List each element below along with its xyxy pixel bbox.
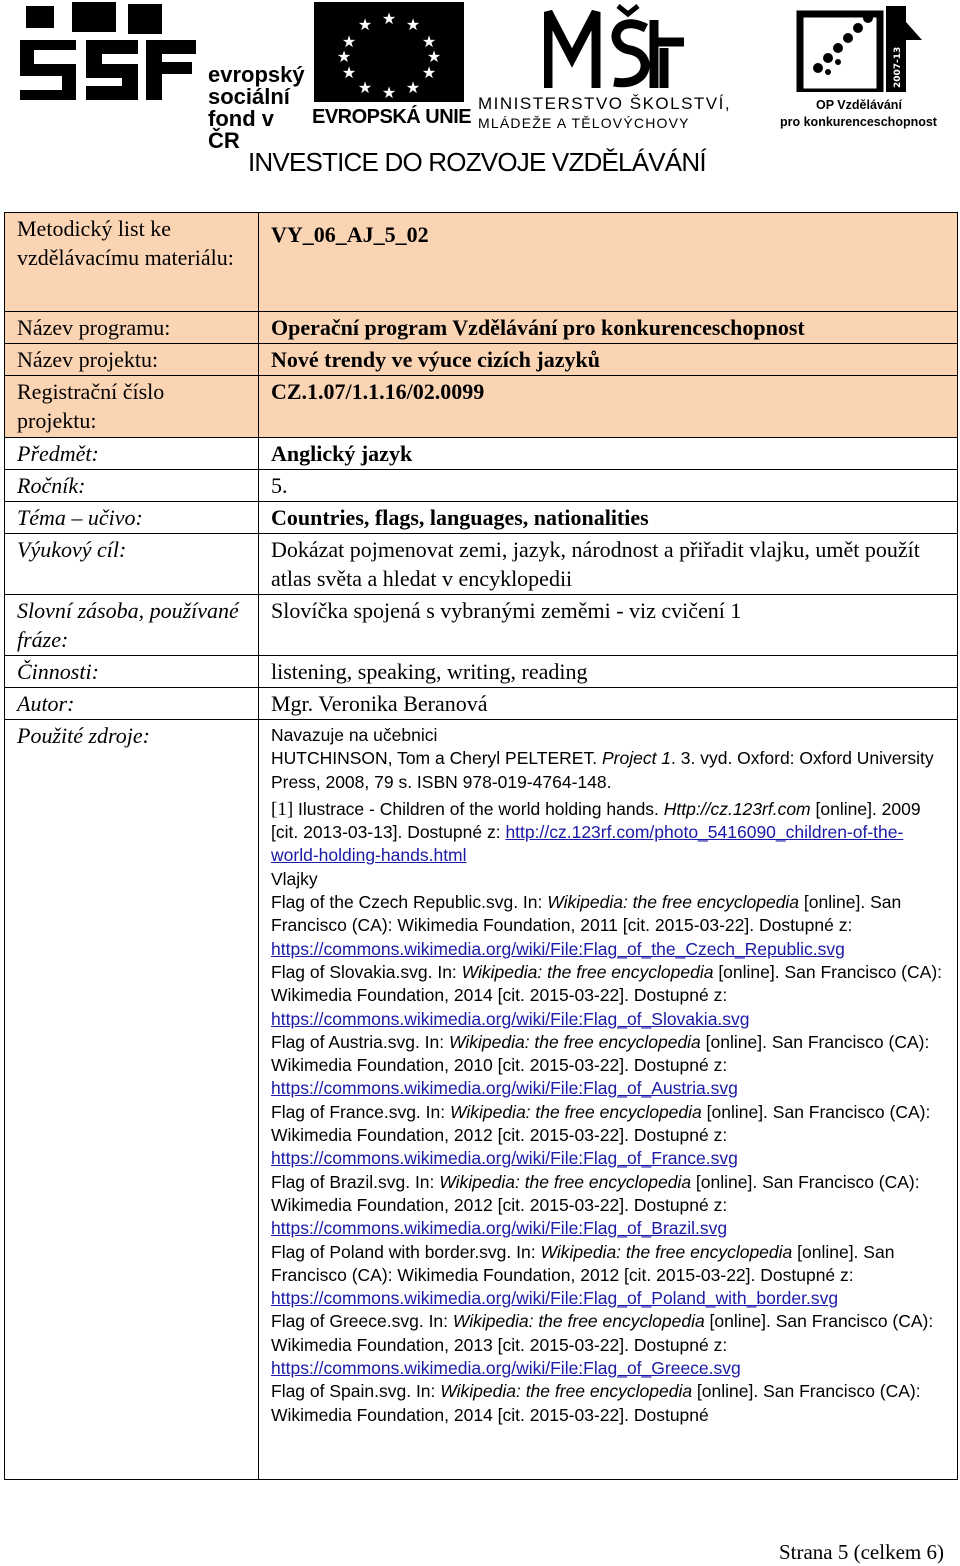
source-flag-brazil: Flag of Brazil.svg. In: Wikipedia: the free encyclopedia [online]. San Francisco (CA): Wikimedia Foundation, 2012 [cit. 2015-03-22]. Dostupné z: https://commons.wikimedia.org/wiki/File:Flag_of_Brazil.svg xyxy=(271,1171,920,1239)
value-tema: Countries, flags, languages, nationalities xyxy=(259,502,958,534)
flag-czech-link[interactable]: https://commons.wikimedia.org/wiki/File:Flag_of_the_Czech_Republic.svg xyxy=(271,938,845,959)
svg-text:2007-13: 2007-13 xyxy=(893,46,903,88)
source-flag-austria: Flag of Austria.svg. In: Wikipedia: the free encyclopedia [online]. San Francisco (CA): Wikimedia Foundation, 2010 [cit. 2015-03-22]. Dostupné z: https://commons.wikimedia.org/wiki/File:Flag_of_Austria.svg xyxy=(271,1031,930,1099)
value-vyukovy-cil: Dokázat pojmenovat zemi, jazyk, národnost a přiřadit vlajku, umět použít atlas světa a hledat v encyklopedii xyxy=(259,534,958,595)
flag-slovakia-link[interactable]: https://commons.wikimedia.org/wiki/File:Flag_of_Slovakia.svg xyxy=(271,1008,750,1029)
row-tema xyxy=(5,502,958,534)
investice-heading: INVESTICE DO ROZVOJE VZDĚLÁVÁNÍ xyxy=(248,147,706,177)
op-logo xyxy=(780,2,955,132)
flag-france-link[interactable]: https://commons.wikimedia.org/wiki/File:Flag_of_France.svg xyxy=(271,1148,738,1169)
op-line-2: pro konkurenceschopnost xyxy=(780,115,937,129)
value-metodicky-list: VY_06_AJ_5_02 xyxy=(259,213,958,312)
row-cinnosti xyxy=(5,656,958,688)
svg-text:★: ★ xyxy=(357,15,373,34)
source-flag-poland: Flag of Poland with border.svg. In: Wikipedia: the free encyclopedia [online]. San Francisco (CA): Wikimedia Foundation, 2012 [cit. 2015-03-22]. Dostupné z: https://commons.wikimedia.org/wiki/File:Flag_of_Poland_with_border.svg xyxy=(271,1241,895,1309)
flag-austria-link[interactable]: https://commons.wikimedia.org/wiki/File:Flag_of_Austria.svg xyxy=(271,1078,738,1099)
source-illustration: [1] Ilustrace - Children of the world holding hands. Http://cz.123rf.com [online]. 2009 [cit. 2013-03-13]. Dostupné z: http://cz.123rf.com/photo_5416090_children-of-the-world-holding-hands.html xyxy=(271,798,921,866)
sources-vlajky: Vlajky xyxy=(271,868,318,889)
eu-label: EVROPSKÁ UNIE xyxy=(312,106,472,128)
svg-text:★: ★ xyxy=(426,47,442,66)
row-predmet xyxy=(5,438,958,470)
ill-link[interactable]: http://cz.123rf.com/photo_5416090_children-of-the-world-holding-hands.html xyxy=(271,822,904,866)
esf-mark-icon xyxy=(12,2,202,130)
svg-text:★: ★ xyxy=(381,83,397,102)
svg-text:★: ★ xyxy=(357,78,373,97)
svg-text:★: ★ xyxy=(421,63,437,82)
flag-brazil-link[interactable]: https://commons.wikimedia.org/wiki/File:Flag_of_Brazil.svg xyxy=(271,1218,728,1239)
source-flag-spain: Flag of Spain.svg. In: Wikipedia: the free encyclopedia [online]. San Francisco (CA): Wikimedia Foundation, 2014 [cit. 2015-03-22]. Dostupné xyxy=(271,1381,921,1425)
label-slovni-zasoba: Slovní zásoba, používané fráze: xyxy=(5,595,259,656)
svg-text:★: ★ xyxy=(421,32,437,51)
label-registracni-cislo: Registrační číslo projektu: xyxy=(5,376,259,438)
msmt-line-2: MLÁDEŽE A TĚLOVÝCHOVY xyxy=(478,115,690,131)
value-registracni-cislo: CZ.1.07/1.1.16/02.0099 xyxy=(259,376,958,438)
svg-text:★: ★ xyxy=(336,47,352,66)
row-nazev-programu xyxy=(5,312,958,344)
eu-logo xyxy=(310,2,470,132)
metodicky-list-table xyxy=(4,212,958,1480)
flag-poland-link[interactable]: https://commons.wikimedia.org/wiki/File:Flag_of_Poland_with_border.svg xyxy=(271,1288,839,1309)
label-nazev-projektu: Název projektu: xyxy=(5,344,259,376)
svg-text:★: ★ xyxy=(381,9,397,28)
row-slovni-zasoba xyxy=(5,595,958,656)
row-rocnik xyxy=(5,470,958,502)
label-nazev-programu: Název programu: xyxy=(5,312,259,344)
row-registracni-cislo xyxy=(5,376,958,438)
esf-logo xyxy=(12,2,305,153)
label-predmet: Předmět: xyxy=(5,438,259,470)
value-predmet: Anglický jazyk xyxy=(259,438,958,470)
value-autor: Mgr. Veronika Beranová xyxy=(259,688,958,720)
msmt-logo xyxy=(478,2,758,132)
eu-flag-icon xyxy=(314,2,464,102)
op-line-1: OP Vzdělávání xyxy=(816,98,902,112)
svg-text:★: ★ xyxy=(341,32,357,51)
label-rocnik: Ročník: xyxy=(5,470,259,502)
msmt-line-1: MINISTERSTVO ŠKOLSTVÍ, xyxy=(478,94,732,113)
label-pouzite-zdroje: Použité zdroje: xyxy=(5,720,259,1480)
row-pouzite-zdroje xyxy=(5,720,958,1480)
source-book: HUTCHINSON, Tom a Cheryl PELTERET. Project 1. 3. vyd. Oxford: Oxford University Press, 2008, 79 s. ISBN 978-019-4764-148. xyxy=(271,748,934,792)
label-tema: Téma – učivo: xyxy=(5,502,259,534)
value-cinnosti: listening, speaking, writing, reading xyxy=(259,656,958,688)
esf-line-3: fond v ČR xyxy=(208,106,274,153)
row-nazev-projektu xyxy=(5,344,958,376)
value-nazev-programu: Operační program Vzdělávání pro konkurenceschopnost xyxy=(259,312,958,344)
value-nazev-projektu: Nové trendy ve výuce cizích jazyků xyxy=(259,344,958,376)
source-flag-slovakia: Flag of Slovakia.svg. In: Wikipedia: the free encyclopedia [online]. San Francisco (CA): Wikimedia Foundation, 2014 [cit. 2015-03-22]. Dostupné z: https://commons.wikimedia.org/wiki/File:Flag_of_Slovakia.svg xyxy=(271,961,943,1029)
ill-number: [1] xyxy=(271,798,294,820)
label-vyukovy-cil: Výukový cíl: xyxy=(5,534,259,595)
esf-line-1: evropský xyxy=(208,62,305,87)
row-vyukovy-cil xyxy=(5,534,958,595)
svg-text:★: ★ xyxy=(341,63,357,82)
esf-line-2: sociální xyxy=(208,84,290,109)
flag-greece-link[interactable]: https://commons.wikimedia.org/wiki/File:Flag_of_Greece.svg xyxy=(271,1358,741,1379)
source-flag-france: Flag of France.svg. In: Wikipedia: the free encyclopedia [online]. San Francisco (CA): Wikimedia Foundation, 2012 [cit. 2015-03-22]. Dostupné z: https://commons.wikimedia.org/wiki/File:Flag_of_France.svg xyxy=(271,1101,931,1169)
sources-cell xyxy=(259,720,958,1480)
op-mark-icon xyxy=(790,6,930,92)
source-flag-greece: Flag of Greece.svg. In: Wikipedia: the free encyclopedia [online]. San Francisco (CA): Wikimedia Foundation, 2013 [cit. 2015-03-22]. Dostupné z: https://commons.wikimedia.org/wiki/File:Flag_of_Greece.svg xyxy=(271,1311,934,1379)
page-number: Strana 5 (celkem 6) xyxy=(778,1540,944,1564)
label-autor: Autor: xyxy=(5,688,259,720)
header-logos xyxy=(0,0,960,180)
svg-text:★: ★ xyxy=(405,78,421,97)
label-metodicky-list: Metodický list ke vzdělávacímu materiálu: xyxy=(5,213,259,312)
sources-intro: Navazuje na učebnici xyxy=(271,725,438,745)
label-cinnosti: Činnosti: xyxy=(5,656,259,688)
msmt-mark-icon xyxy=(544,2,694,92)
value-slovni-zasoba: Slovíčka spojená s vybranými zeměmi - viz cvičení 1 xyxy=(259,595,958,656)
row-autor xyxy=(5,688,958,720)
row-metodicky-list xyxy=(5,213,958,312)
svg-text:★: ★ xyxy=(405,15,421,34)
value-rocnik: 5. xyxy=(259,470,958,502)
source-flag-czech: Flag of the Czech Republic.svg. In: Wikipedia: the free encyclopedia [online]. San Francisco (CA): Wikimedia Foundation, 2011 [cit. 2015-03-22]. Dostupné z: https://commons.wikimedia.org/wiki/File:Flag_of_the_Czech_Republic.svg xyxy=(271,892,902,959)
